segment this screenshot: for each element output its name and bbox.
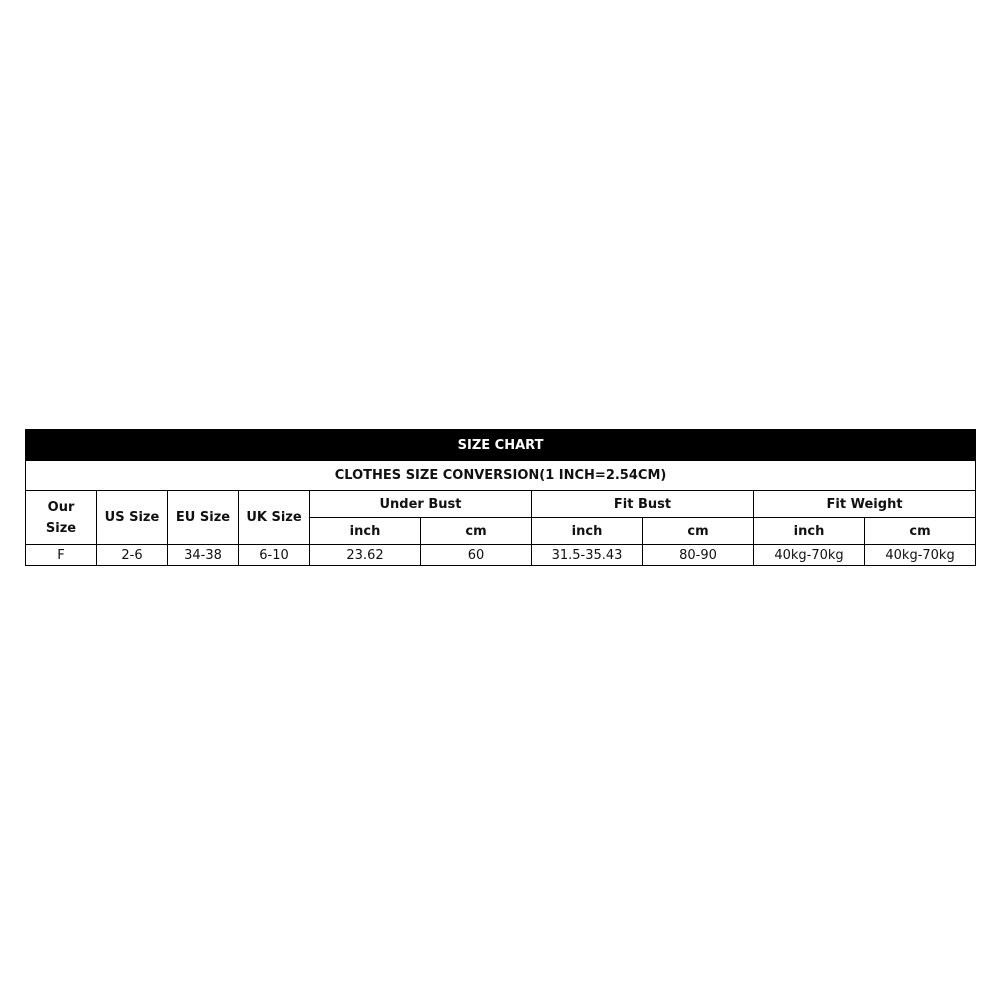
cell-eu-size: 34-38 xyxy=(168,545,239,566)
cell-us-size: 2-6 xyxy=(97,545,168,566)
cell-fit-weight-cm: 40kg-70kg xyxy=(865,545,976,566)
header-us-size: US Size xyxy=(97,491,168,545)
cell-fit-bust-cm: 80-90 xyxy=(643,545,754,566)
cell-fit-weight-inch: 40kg-70kg xyxy=(754,545,865,566)
header-fit-bust: Fit Bust xyxy=(532,491,754,518)
unit-fit-weight-cm: cm xyxy=(865,518,976,545)
header-our-size-line1: Our xyxy=(47,499,75,515)
cell-uk-size: 6-10 xyxy=(239,545,310,566)
unit-fit-bust-inch: inch xyxy=(532,518,643,545)
unit-fit-bust-cm: cm xyxy=(643,518,754,545)
cell-under-bust-inch: 23.62 xyxy=(310,545,421,566)
cell-under-bust-cm: 60 xyxy=(421,545,532,566)
table-title: SIZE CHART xyxy=(26,430,976,461)
cell-fit-bust-inch: 31.5-35.43 xyxy=(532,545,643,566)
header-our-size xyxy=(26,491,97,545)
table-subtitle: CLOTHES SIZE CONVERSION(1 INCH=2.54CM) xyxy=(26,461,976,491)
header-uk-size: UK Size xyxy=(239,491,310,545)
header-fit-weight: Fit Weight xyxy=(754,491,976,518)
size-chart-table xyxy=(25,429,976,566)
header-our-size-line2: Size xyxy=(45,520,77,536)
unit-under-bust-inch: inch xyxy=(310,518,421,545)
unit-under-bust-cm: cm xyxy=(421,518,532,545)
header-under-bust: Under Bust xyxy=(310,491,532,518)
header-eu-size: EU Size xyxy=(168,491,239,545)
unit-fit-weight-inch: inch xyxy=(754,518,865,545)
table-row xyxy=(26,545,976,566)
cell-our-size: F xyxy=(26,545,97,566)
